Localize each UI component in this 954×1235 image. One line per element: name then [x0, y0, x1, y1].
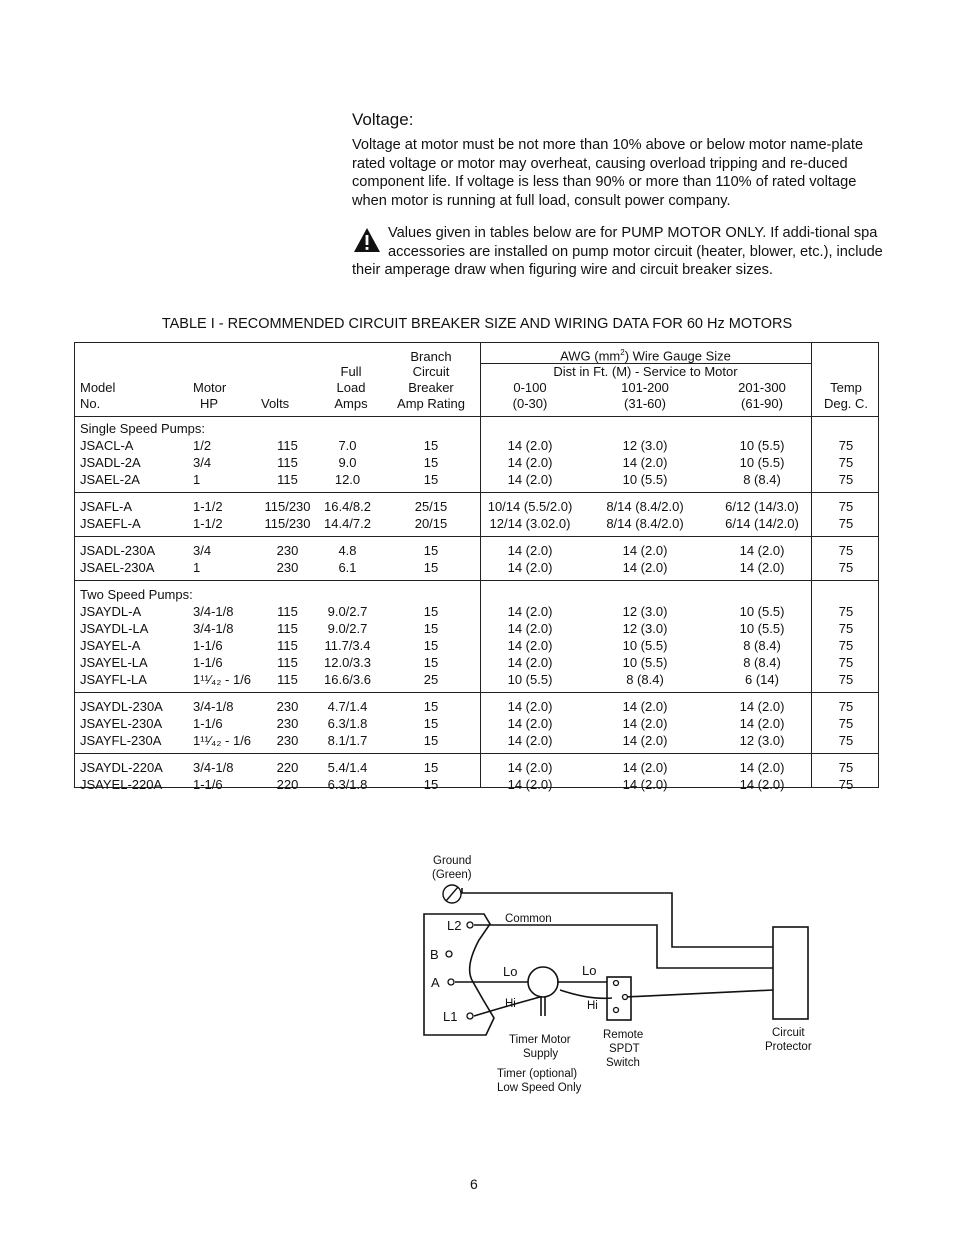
table-cell: 12 (3.0)	[622, 604, 668, 619]
table-cell: JSAYFL-230A	[80, 733, 162, 748]
table-cell: 15	[423, 716, 439, 731]
table-cell: JSADL-230A	[80, 543, 156, 558]
table-cell: 14 (2.0)	[507, 655, 553, 670]
table-cell: 8/14 (8.4/2.0)	[606, 499, 684, 514]
switch-terminal-icon	[614, 1008, 619, 1013]
table-cell: 10 (5.5)	[739, 438, 785, 453]
label-hi-right: Hi	[587, 1000, 598, 1012]
table-cell: 4.7/1.4	[327, 699, 368, 714]
table-cell: JSAEL-2A	[80, 472, 140, 487]
table-cell: 12 (3.0)	[622, 438, 668, 453]
wire-hi-switch	[560, 990, 612, 998]
table-cell: 14 (2.0)	[739, 716, 785, 731]
table-cell: 14 (2.0)	[507, 621, 553, 636]
table-cell: 14 (2.0)	[507, 699, 553, 714]
table-cell: 230	[276, 560, 299, 575]
table-cell: 10 (5.5)	[622, 472, 668, 487]
table-cell: 75	[838, 438, 854, 453]
table-cell: 3/4-1/8	[193, 760, 234, 775]
table-cell: 115/230	[264, 516, 311, 531]
voltage-paragraph: Voltage at motor must be not more than 10% above or below motor name-plate rated voltage or motor may overheat, causing overload tripping and re-duced component life. If voltage is less than 90% or more than 110% of rated voltage when motor is running at full load, consult power company.	[352, 137, 864, 209]
table-cell: JSAYDL-A	[80, 604, 142, 619]
header-load: Load	[336, 380, 366, 395]
table-cell: 9.0/2.7	[327, 621, 368, 636]
table-cell: 14.4/7.2	[324, 516, 371, 531]
table-cell: 10/14 (5.5/2.0)	[487, 499, 573, 514]
header-dist-1: 0-100	[513, 380, 547, 395]
table-cell: JSAYEL-LA	[80, 655, 148, 670]
table-cell: 8 (8.4)	[743, 655, 781, 670]
table-cell: 14 (2.0)	[622, 455, 668, 470]
table-cell: 14 (2.0)	[622, 733, 668, 748]
header-branch: Branch	[410, 349, 452, 364]
header-dist-1m: (0-30)	[512, 396, 548, 411]
header-awg: AWG $(mm^2)$ Wire Gauge Size	[560, 348, 731, 364]
table-cell: 115/230	[264, 499, 311, 514]
table-cell: 75	[838, 621, 854, 636]
header-hp: HP	[200, 396, 219, 411]
table-cell: 9.0	[338, 455, 357, 470]
table-cell: 14 (2.0)	[507, 543, 553, 558]
label-ground-green: (Green)	[432, 869, 472, 881]
table-cell: 14 (2.0)	[739, 699, 785, 714]
label-a: A	[431, 975, 440, 990]
table-cell: 75	[838, 699, 854, 714]
table-cell: 3/4-1/8	[193, 621, 234, 636]
table-cell: 14 (2.0)	[739, 560, 785, 575]
table-cell: 8.1/1.7	[327, 733, 368, 748]
table-cell: 20/15	[414, 516, 448, 531]
table-cell: 14 (2.0)	[507, 777, 553, 792]
table-cell: 16.4/8.2	[324, 499, 371, 514]
label-lo-left: Lo	[503, 964, 518, 979]
wire-switch-protector	[625, 990, 773, 997]
table-cell: 3/4-1/8	[193, 699, 234, 714]
table-cell: 75	[838, 716, 854, 731]
label-switch: Switch	[606, 1057, 640, 1069]
section-heading: Voltage:	[352, 110, 414, 129]
header-dist-2m: (31-60)	[624, 396, 666, 411]
table-cell: 14 (2.0)	[622, 699, 668, 714]
table-cell: 75	[838, 672, 854, 687]
table-cell: 15	[423, 543, 439, 558]
table-cell: 14 (2.0)	[739, 543, 785, 558]
header-circuit: Circuit	[412, 364, 450, 379]
table-cell: 75	[838, 472, 854, 487]
table-cell: 14 (2.0)	[622, 543, 668, 558]
table-cell: 12 (3.0)	[739, 733, 785, 748]
table-cell: 14 (2.0)	[622, 716, 668, 731]
table-cell: 115	[277, 472, 298, 487]
header-dist-3: 201-300	[738, 380, 786, 395]
table-cell: 1/2	[193, 438, 212, 453]
label-protector: Protector	[765, 1041, 812, 1053]
table-cell: 15	[423, 777, 439, 792]
table-cell: 1-1/6	[193, 655, 223, 670]
header-dist: Dist in Ft. (M) - Service to Motor	[553, 364, 738, 379]
header-full: Full	[340, 364, 362, 379]
table-cell: 1-1/2	[193, 516, 223, 531]
table-cell: 3/4	[193, 543, 212, 558]
table-title: TABLE I - RECOMMENDED CIRCUIT BREAKER SIZE AND WIRING DATA FOR 60 Hz MOTORS	[161, 316, 793, 332]
table-cell: 15	[423, 472, 439, 487]
header-temp: Temp	[830, 380, 862, 395]
table-cell: 75	[838, 604, 854, 619]
table-cell: 12/14 (3.02.0)	[489, 516, 571, 531]
table-cell: 1-1/6	[193, 777, 223, 792]
table-cell: 75	[838, 455, 854, 470]
label-common: Common	[505, 913, 552, 925]
table-cell: 15	[423, 604, 439, 619]
table-cell: 4.8	[338, 543, 357, 558]
table-cell: JSAYEL-A	[80, 638, 141, 653]
table-cell: JSAYFL-LA	[80, 672, 147, 687]
table-cell: 75	[838, 777, 854, 792]
table-cell: 75	[838, 499, 854, 514]
timer-motor-icon	[528, 967, 558, 997]
table-cell: 14 (2.0)	[507, 472, 553, 487]
table-cell: 230	[276, 543, 299, 558]
label-circuit: Circuit	[772, 1027, 805, 1039]
table-cell: 12 (3.0)	[622, 621, 668, 636]
header-breaker: Breaker	[408, 380, 454, 395]
table-cell: 1	[193, 472, 201, 487]
table-cell: 14 (2.0)	[507, 716, 553, 731]
table-cell: 75	[838, 655, 854, 670]
label-hi-left: Hi	[505, 998, 516, 1010]
table-cell: 10 (5.5)	[507, 672, 553, 687]
table-cell: 14 (2.0)	[507, 455, 553, 470]
header-amps: Amps	[334, 396, 368, 411]
table-cell: JSAYDL-LA	[80, 621, 149, 636]
table-cell: 115	[277, 604, 298, 619]
table-cell: JSAYEL-220A	[80, 777, 163, 792]
switch-terminal-icon	[614, 981, 619, 986]
table-cell: 15	[423, 560, 439, 575]
table-cell: 230	[276, 716, 299, 731]
table-cell: 115	[277, 455, 298, 470]
header-model: Model	[80, 380, 116, 395]
table-cell: 16.6/3.6	[324, 672, 371, 687]
table-cell: 14 (2.0)	[507, 733, 553, 748]
table-cell: 220	[276, 777, 299, 792]
table-cell: 14 (2.0)	[507, 560, 553, 575]
table-cell: 75	[838, 760, 854, 775]
table-cell: 6.3/1.8	[327, 716, 368, 731]
table-cell: 12.0/3.3	[324, 655, 371, 670]
group-label: Single Speed Pumps:	[80, 421, 206, 436]
table-cell: 15	[423, 638, 439, 653]
terminal-l1-icon	[467, 1013, 473, 1019]
header-motor: Motor	[193, 380, 227, 395]
table-cell: 75	[838, 560, 854, 575]
table-cell: 15	[423, 455, 439, 470]
table-cell: JSAYEL-230A	[80, 716, 163, 731]
header-model-no: No.	[80, 396, 101, 411]
label-timer-optional: Timer (optional)	[497, 1068, 578, 1080]
table-cell: 115	[277, 672, 298, 687]
table-cell: JSACL-A	[80, 438, 134, 453]
table-cell: 12.0	[334, 472, 361, 487]
table-cell: 10 (5.5)	[622, 655, 668, 670]
label-lo-right: Lo	[582, 963, 597, 978]
table-cell: 6.1	[338, 560, 357, 575]
label-low-speed: Low Speed Only	[497, 1082, 582, 1094]
table-cell: 115	[277, 638, 298, 653]
terminal-l2-icon	[467, 922, 473, 928]
table-cell: 10 (5.5)	[622, 638, 668, 653]
table-cell: 8 (8.4)	[743, 638, 781, 653]
table-cell: 220	[276, 760, 299, 775]
label-timer-motor: Timer Motor	[509, 1034, 571, 1046]
table-cell: 25	[423, 672, 439, 687]
header-volts: Volts	[261, 396, 290, 411]
table-cell: 115	[277, 621, 298, 636]
group-label: Two Speed Pumps:	[80, 587, 193, 602]
table-cell: JSAFL-A	[80, 499, 133, 514]
label-ground: Ground	[433, 855, 472, 867]
table-cell: 14 (2.0)	[622, 760, 668, 775]
table-cell: 3/4	[193, 455, 212, 470]
header-dist-2: 101-200	[621, 380, 669, 395]
table-cell: 15	[423, 733, 439, 748]
table-cell: 6.3/1.8	[327, 777, 368, 792]
table-cell: 6 (14)	[745, 672, 779, 687]
table-cell: 11.7/3.4	[324, 638, 371, 653]
table-cell: 14 (2.0)	[739, 777, 785, 792]
table-cell: 1-1/6	[193, 716, 223, 731]
table-cell: 115	[277, 438, 298, 453]
warning-text: Values given in tables below are for PUMP MOTOR ONLY. If addi-tional spa accessories are installed on pump motor circuit (heater, blower, etc.), include their amperage draw when figuring wire and circuit breaker sizes.	[352, 225, 883, 279]
table-cell: 25/15	[414, 499, 448, 514]
label-remote: Remote	[603, 1029, 644, 1041]
header-dist-3m: (61-90)	[741, 396, 783, 411]
header-amp-rating: Amp Rating	[397, 396, 465, 411]
table-cell: 15	[423, 655, 439, 670]
table-cell: 115	[277, 655, 298, 670]
table-cell: 10 (5.5)	[739, 604, 785, 619]
circuit-protector	[773, 927, 808, 1019]
table-cell: 230	[276, 733, 299, 748]
table-cell: 5.4/1.4	[327, 760, 368, 775]
table-cell: 15	[423, 699, 439, 714]
table-cell: 8 (8.4)	[743, 472, 781, 487]
page-number: 6	[470, 1176, 478, 1192]
table-cell: 1-1/2	[193, 499, 223, 514]
table-cell: JSAEFL-A	[80, 516, 141, 531]
table-cell: JSAYDL-220A	[80, 760, 163, 775]
table-cell: 75	[838, 516, 854, 531]
label-b: B	[430, 947, 439, 962]
table-cell: 14 (2.0)	[507, 604, 553, 619]
table-cell: 8 (8.4)	[626, 672, 664, 687]
table-cell: 3/4-1/8	[193, 604, 234, 619]
table-cell: 6/14 (14/2.0)	[725, 516, 799, 531]
terminal-b-icon	[446, 951, 452, 957]
table-cell: 14 (2.0)	[739, 760, 785, 775]
table-cell: 14 (2.0)	[507, 438, 553, 453]
table-cell: 8/14 (8.4/2.0)	[606, 516, 684, 531]
table-cell: 9.0/2.7	[327, 604, 368, 619]
table-cell: 7.0	[338, 438, 357, 453]
label-l1: L1	[443, 1009, 458, 1024]
label-spdt: SPDT	[609, 1043, 640, 1055]
switch-terminal-icon	[623, 995, 628, 1000]
table-cell: 1	[193, 560, 201, 575]
table-cell: 15	[423, 760, 439, 775]
table-cell: JSAEL-230A	[80, 560, 155, 575]
ground-symbol-icon	[443, 885, 461, 903]
table-cell: 14 (2.0)	[622, 560, 668, 575]
table-cell: 75	[838, 733, 854, 748]
table-cell: 6/12 (14/3.0)	[725, 499, 799, 514]
label-l2: L2	[447, 918, 462, 933]
header-deg: Deg. C.	[823, 396, 869, 411]
table-cell: 10 (5.5)	[739, 621, 785, 636]
table-cell: 14 (2.0)	[622, 777, 668, 792]
label-timer-supply: Supply	[523, 1048, 559, 1060]
table-cell: 1¹¹⁄₄₂ - 1/6	[193, 672, 252, 687]
table-cell: JSAYDL-230A	[80, 699, 163, 714]
table-cell: 1-1/6	[193, 638, 223, 653]
table-cell: 14 (2.0)	[507, 760, 553, 775]
table-cell: 1¹¹⁄₄₂ - 1/6	[193, 733, 252, 748]
table-cell: 10 (5.5)	[739, 455, 785, 470]
table-cell: 230	[276, 699, 299, 714]
table-cell: 75	[838, 543, 854, 558]
table-cell: 14 (2.0)	[507, 638, 553, 653]
terminal-a-icon	[448, 979, 454, 985]
table-cell: 15	[423, 621, 439, 636]
table-cell: 75	[838, 638, 854, 653]
table-cell: 15	[423, 438, 439, 453]
table-cell: JSADL-2A	[80, 455, 141, 470]
